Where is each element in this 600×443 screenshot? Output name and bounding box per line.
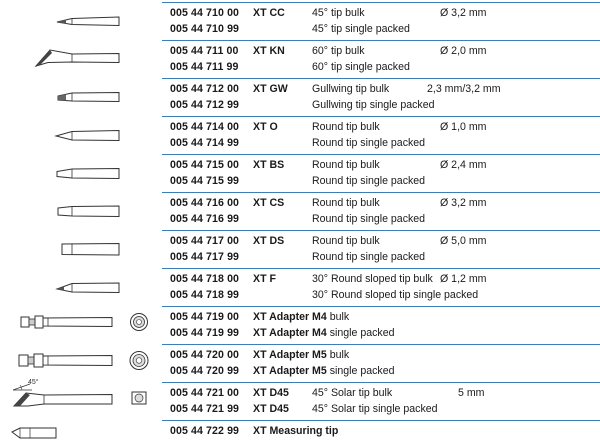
article-number: 005 44 711 99: [170, 61, 239, 73]
product-row-xt-bs: [0, 154, 600, 192]
row-divider: [162, 268, 600, 269]
product-line: [0, 363, 600, 379]
product-line: [0, 59, 600, 75]
product-description: Gullwing tip bulk: [312, 83, 390, 95]
row-divider: [162, 154, 600, 155]
product-row-xt-measuring-tip: [0, 420, 600, 440]
article-number: 005 44 719 99: [170, 327, 240, 339]
article-number: 005 44 715 99: [170, 175, 240, 187]
tip-dimension: Ø 3,2 mm: [440, 7, 487, 19]
article-number: 005 44 718 99: [170, 289, 240, 301]
product-code: XT D45: [253, 387, 289, 399]
article-number: 005 44 720 99: [170, 365, 240, 377]
article-number: 005 44 711 00: [170, 45, 239, 57]
article-number: 005 44 721 00: [170, 387, 240, 399]
product-row-xt-cc: [0, 2, 600, 40]
product-row-xt-ds: [0, 230, 600, 268]
product-description: 45° Solar tip single packed: [312, 403, 438, 415]
product-description: single packed: [329, 365, 395, 377]
product-code-inline: [253, 347, 349, 363]
product-code-inline: [253, 309, 349, 325]
article-number: 005 44 715 00: [170, 159, 240, 171]
product-description: 30° Round sloped tip bulk: [312, 273, 433, 285]
product-description: Round tip single packed: [312, 251, 426, 263]
product-line: [0, 401, 600, 417]
product-description: bulk: [329, 311, 350, 323]
article-number: 005 44 719 00: [170, 311, 240, 323]
row-divider: [162, 78, 600, 79]
product-row-xt-f: [0, 268, 600, 306]
article-number: 005 44 720 00: [170, 349, 240, 361]
product-line: [0, 423, 600, 439]
article-number: 005 44 714 00: [170, 121, 240, 133]
row-divider: [162, 420, 600, 421]
article-number: 005 44 712 99: [170, 99, 240, 111]
tip-dimension: 5 mm: [458, 387, 485, 399]
product-line: [0, 119, 600, 135]
article-number: 005 44 717 99: [170, 251, 240, 263]
row-divider: [162, 192, 600, 193]
product-description: Round tip single packed: [312, 213, 426, 225]
product-description: Gullwing tip single packed: [312, 99, 435, 111]
angle-label: 45°: [28, 379, 39, 386]
product-line: [0, 309, 600, 325]
product-code: XT O: [253, 121, 278, 133]
product-description: bulk: [329, 349, 350, 361]
product-line: [0, 97, 600, 113]
product-code: XT BS: [253, 159, 285, 171]
product-code-inline: [253, 363, 395, 379]
product-description: 30° Round sloped tip single packed: [312, 289, 479, 301]
product-code-inline: [253, 325, 395, 341]
product-description: 45° tip single packed: [312, 23, 410, 35]
tip-dimension: Ø 1,0 mm: [440, 121, 487, 133]
product-description: Round tip bulk: [312, 235, 380, 247]
article-number: 005 44 722 99: [170, 425, 240, 437]
product-description: 45° Solar tip bulk: [312, 387, 393, 399]
product-code: XT CS: [253, 197, 285, 209]
row-divider: [162, 2, 600, 3]
article-number: 005 44 714 99: [170, 137, 240, 149]
article-number: 005 44 710 99: [170, 23, 240, 35]
product-description: Round tip bulk: [312, 159, 380, 171]
tip-dimension: Ø 2,4 mm: [440, 159, 487, 171]
row-divider: [162, 382, 600, 383]
tip-dimension: Ø 1,2 mm: [440, 273, 487, 285]
row-divider: [162, 116, 600, 117]
product-description: Round tip bulk: [312, 197, 380, 209]
row-divider: [162, 40, 600, 41]
product-line: [0, 195, 600, 211]
product-code: XT Adapter M5: [253, 365, 327, 377]
product-line: [0, 233, 600, 249]
row-divider: [162, 306, 600, 307]
product-line: [0, 249, 600, 265]
product-line: [0, 271, 600, 287]
product-line: [0, 5, 600, 21]
product-line: [0, 21, 600, 37]
product-code: XT Adapter M4: [253, 311, 327, 323]
article-number: 005 44 718 00: [170, 273, 240, 285]
product-code: XT Adapter M5: [253, 349, 327, 361]
product-code: XT Measuring tip: [253, 425, 339, 437]
tip-dimension: Ø 2,0 mm: [440, 45, 487, 57]
row-divider: [162, 344, 600, 345]
product-row-xt-gw: [0, 78, 600, 116]
product-description: Round tip single packed: [312, 137, 426, 149]
product-description: 60° tip bulk: [312, 45, 365, 57]
product-row-xt-cs: [0, 192, 600, 230]
product-line: [0, 347, 600, 363]
product-row-xt-d45: [0, 379, 600, 420]
product-row-xt-adapter-m5: [0, 344, 600, 382]
article-number: 005 44 721 99: [170, 403, 240, 415]
product-line: [0, 157, 600, 173]
tip-dimension: Ø 3,2 mm: [440, 197, 487, 209]
product-line: [0, 211, 600, 227]
article-number: 005 44 716 00: [170, 197, 240, 209]
product-line: [0, 43, 600, 59]
product-description: Round tip single packed: [312, 175, 426, 187]
row-divider: [162, 230, 600, 231]
product-description: 60° tip single packed: [312, 61, 410, 73]
product-line: [0, 173, 600, 189]
product-row-xt-kn: [0, 40, 600, 78]
product-code: XT D45: [253, 403, 289, 415]
product-line: [0, 81, 600, 97]
product-code: XT DS: [253, 235, 285, 247]
product-line: [0, 135, 600, 151]
product-code: XT Adapter M4: [253, 327, 327, 339]
product-line: [0, 325, 600, 341]
article-number: 005 44 710 00: [170, 7, 240, 19]
product-description: 45° tip bulk: [312, 7, 365, 19]
product-row-xt-adapter-m4: [0, 306, 600, 344]
product-line: [0, 385, 600, 401]
article-number: 005 44 712 00: [170, 83, 240, 95]
article-number: 005 44 717 00: [170, 235, 240, 247]
product-code: XT KN: [253, 45, 285, 57]
product-description: Round tip bulk: [312, 121, 380, 133]
product-description: single packed: [329, 327, 395, 339]
product-code: XT F: [253, 273, 276, 285]
article-number: 005 44 716 99: [170, 213, 240, 225]
tip-dimension: 2,3 mm/3,2 mm: [427, 83, 501, 95]
product-code: XT GW: [253, 83, 288, 95]
product-code: XT CC: [253, 7, 285, 19]
tip-dimension: Ø 5,0 mm: [440, 235, 487, 247]
product-line: [0, 287, 600, 303]
product-row-xt-o: [0, 116, 600, 154]
